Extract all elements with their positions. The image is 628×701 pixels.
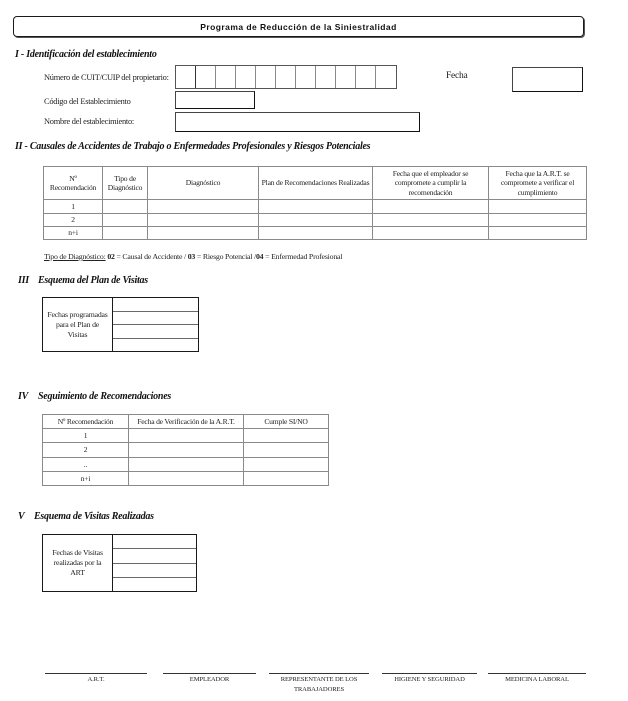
signature-line-empleador [163,673,256,674]
column-header: Tipo de Diagnóstico [103,167,148,200]
signature-label-art: A.R.T. [87,676,105,683]
table-cell [103,200,148,214]
signature-label-representante: REPRESENTANTE DE LOS TRABAJADORES [280,676,358,693]
table-cell [259,227,373,240]
section-1-heading: I - Identificación del establecimiento [15,49,157,60]
section-3-heading: Esquema del Plan de Visitas [38,275,148,286]
legend-text: = Causal de Accidente / [114,252,188,261]
section-3-numeral: III [18,275,29,286]
section-2-heading: II - Causales de Accidentes de Trabajo o Enfermedades Profesionales y Riesgos Potenciales [15,141,371,152]
column-header: Fecha que el empleador se compromete a cumplir la recomendación [373,167,489,200]
table-header-row [43,415,329,429]
column-header: Diagnóstico [148,167,259,200]
date-row [113,578,196,591]
nombre-label: Nombre del establecimiento: [44,117,134,126]
table-row [43,458,329,472]
table-cell [148,200,259,214]
signature-label-medicina: MEDICINA LABORAL [505,676,569,683]
cuit-digit-box [356,66,376,88]
table-cell [148,227,259,240]
date-row [113,549,196,563]
table-row [43,472,329,486]
document-title-box [13,16,584,37]
document-title: Programa de Reducción de la Siniestralidad [200,21,397,32]
table-cell [129,429,244,443]
table-row [43,443,329,458]
cuit-digit-box [316,66,336,88]
legend-text: = Enfermedad Profesional [263,252,343,261]
signature-line-representante [269,673,369,674]
signature-label-empleador: EMPLEADOR [189,676,230,683]
table-cell: n+i [44,227,103,240]
diagnostic-type-legend [44,252,342,261]
table-cell [373,200,489,214]
plan-visitas-label: Fechas programadas para el Plan de Visitas [43,298,113,351]
date-row [113,535,196,549]
section-5-heading: Esquema de Visitas Realizadas [34,511,154,522]
plan-visitas-rows [113,298,198,351]
signature-line-medicina [488,673,586,674]
table-cell [259,214,373,227]
visitas-realizadas-box [42,534,197,592]
nombre-field [175,112,420,132]
date-row [113,325,198,339]
cuit-digit-box [336,66,356,88]
table-cell [489,227,587,240]
signature-line-higiene [382,673,477,674]
date-row [113,339,198,352]
table-cell [489,200,587,214]
table-cell [129,472,244,486]
cuit-digit-box [196,66,216,88]
table-cell: 1 [44,200,103,214]
legend-label: Tipo de Diagnóstico: [44,252,106,261]
fecha-label: Fecha [446,71,468,81]
table-row [43,429,329,443]
date-row [113,312,198,326]
cuit-digit-box [236,66,256,88]
column-header: Cumple SI/NO [244,415,329,429]
visitas-realizadas-label: Fechas de Visitas realizadas por la ART [43,535,113,591]
legend-code: 03 [187,252,196,261]
cuit-label: Número de CUIT/CUIP del propietario: [44,73,169,82]
section-4-numeral: IV [18,391,29,402]
table-row [44,200,587,214]
section-5-numeral: V [18,511,25,522]
fecha-field [512,67,583,92]
table-cell [373,227,489,240]
column-header: Nº Recomendación [44,167,103,200]
table-cell [244,443,329,458]
legend-text: = Riesgo Potencial / [195,252,256,261]
cuit-digit-box [256,66,276,88]
column-header: Nº Recomendación [43,415,129,429]
cuit-digit-box [296,66,316,88]
table-cell [373,214,489,227]
signature-label-higiene: HIGIENE Y SEGURIDAD [394,676,465,683]
cuit-digit-box [216,66,236,88]
table-cell: 1 [43,429,129,443]
column-header: Plan de Recomendaciones Realizadas [259,167,373,200]
cuit-digit-box [176,66,196,88]
table-cell [103,227,148,240]
date-row [113,298,198,312]
table-cell [244,458,329,472]
table-cell [244,472,329,486]
legend-code: 02 [107,252,115,261]
table-cell [103,214,148,227]
column-header: Fecha que la A.R.T. se compromete a verificar el cumplimiento [489,167,587,200]
table-row [44,214,587,227]
table-row [44,227,587,240]
cuit-digit-box [376,66,396,88]
table-cell [129,458,244,472]
seguimiento-table [42,414,329,486]
table-cell [259,200,373,214]
section-4-heading: Seguimiento de Recomendaciones [38,391,172,402]
table-cell [244,429,329,443]
table-header-row [44,167,587,200]
codigo-field [175,91,255,109]
cuit-field [175,65,397,89]
column-header: Fecha de Verificación de la A.R.T. [129,415,244,429]
table-cell [489,214,587,227]
visitas-realizadas-rows [113,535,196,591]
legend-code: 04 [255,252,264,261]
signature-line-art [45,673,147,674]
table-cell [148,214,259,227]
table-cell: .. [43,458,129,472]
table-cell: n+i [43,472,129,486]
plan-visitas-box [42,297,199,352]
table-cell: 2 [44,214,103,227]
codigo-label: Código del Establecimiento [44,97,131,106]
table-cell: 2 [43,443,129,458]
cuit-digit-box [276,66,296,88]
causales-table [43,166,587,240]
date-row [113,564,196,578]
table-cell [129,443,244,458]
